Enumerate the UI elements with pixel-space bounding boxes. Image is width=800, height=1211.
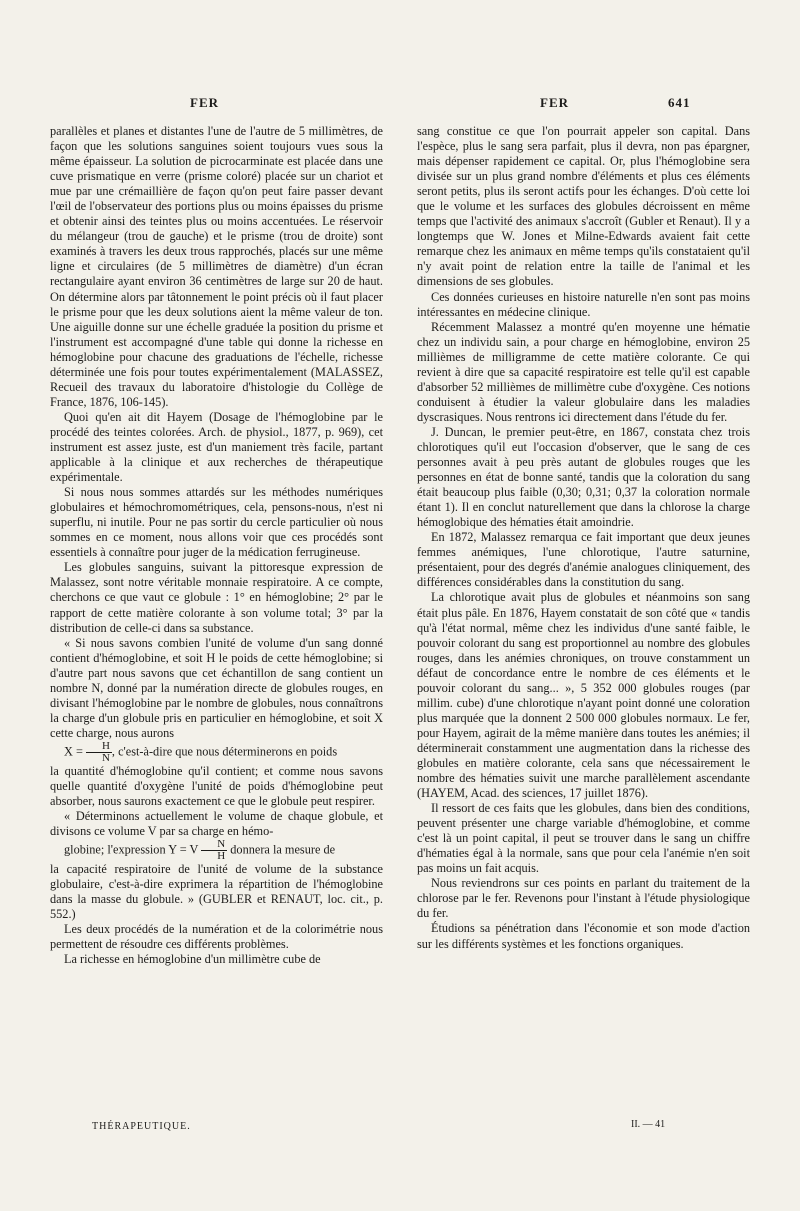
fraction-numerator: H	[86, 741, 112, 753]
paragraph: Les globules sanguins, suivant la pittoresque expression de Malassez, sont notre véritable monnaie respiratoire. A ce compte, cherchons ce que vaut ce globule : 1° en hémoglobine; 2° par le rapport de cette matière colorante à son volume total; 3° par la distribution de celle-ci dans sa substance.	[50, 560, 383, 635]
fraction-numerator: N	[201, 839, 227, 851]
paragraph: La richesse en hémoglobine d'un millimètre cube de	[64, 952, 321, 967]
paragraph: Si nous nous sommes attardés sur les méthodes numériques globulaires et hémochromométriques, cela, pensons-nous, n'est ni superflu, ni inutile. Pour ne pas sortir du cercle particulier où nous sommes en ce moment, nous allons voir que ces procédés sont essentiels à connaître pour juger de la médication ferrugineuse.	[50, 485, 383, 560]
right-column	[417, 124, 750, 952]
paragraph: En 1872, Malassez remarqua ce fait important que deux jeunes femmes anémiques, l'une chlorotique, l'autre saturnine, présentaient, pour des degrés d'anémie analogues cliniquement, des différences considérables dans la constitution du sang.	[417, 530, 750, 590]
paragraph: « Déterminons actuellement le volume de chaque globule, et divisons ce volume V par sa charge en hémo-	[50, 809, 383, 839]
paragraph: Nous reviendrons sur ces points en parlant du traitement de la chlorose par le fer. Revenons pour l'instant à l'étude physiologique du fer.	[417, 876, 750, 921]
paragraph: Récemment Malassez a montré qu'en moyenne une hématie chez un individu sain, a pour charge en hémoglobine, environ 25 millièmes de milligramme de cette matière colorante. Ce qui revient à dire que sa capacité respiratoire est telle qu'il est capable d'absorber 52 millièmes de millimètre cube d'oxygène. Ces notions conduisent à étudier la valeur globulaire dans les maladies dyscrasiques. Nous rentrons ici directement dans l'étude du fer.	[417, 319, 750, 424]
formula-rest: , c'est-à-dire que nous déterminerons en poids	[111, 744, 338, 759]
paragraph: la quantité d'hémoglobine qu'il contient; et comme nous savons quelle quantité d'oxygène l'unité de poids d'hémoglobine peut absorber, nous saurons exactement ce que le globule peut respirer.	[50, 763, 383, 809]
footer-volume-mark: II. — 41	[631, 1119, 666, 1130]
page-number: 641	[668, 95, 691, 110]
paragraph: « Si nous savons combien l'unité de volume d'un sang donné contient d'hémoglobine, et soit H le poids de cette hémoglobine; si d'autre part nous savons que cet échantillon de sang contient un nombre N, donné par la numération directe de globules rouges, en divisant l'hémoglobine par le nombre de globules, nous connaîtrons la charge d'un globule pris en particulier en hémoglobine, et soit X cette charge, nous aurons	[50, 635, 383, 740]
fraction-denominator: N	[101, 751, 110, 764]
paragraph: Quoi qu'en ait dit Hayem (Dosage de l'hémoglobine par le procédé des teintes colorées. Arch. de physiol., 1877, p. 969), cet instrument est assez juste, est d'un maniement très facile, partant applicable à la clinique et aux recherches de thérapeutique expérimentale.	[50, 409, 383, 485]
paragraph: la capacité respiratoire de l'unité de volume de la substance globulaire, c'est-à-dire exprimera la répartition de l'hémoglobine dans la masse du globule. » (GUBLER et RENAUT, loc. cit., p. 552.)	[50, 862, 383, 922]
formula-rest: donnera la mesure de	[230, 842, 336, 857]
formula-lhs: globine; l'expression Y = V	[64, 842, 199, 857]
formula-lhs: X =	[64, 744, 83, 759]
fraction	[86, 741, 112, 764]
paragraph: Les deux procédés de la numération et de la colorimétrie nous permettent de résoudre ces différents problèmes.	[50, 922, 383, 952]
fraction-denominator: H	[217, 850, 226, 863]
paragraph: parallèles et planes et distantes l'une de l'autre de 5 millimètres, de façon que les solutions sanguines soient toujours vues sous la même épaisseur. La solution de picrocarminate est placée dans une cuve prismatique en verre (prisme coloré) placée sur un chariot et mue par une crémaillière de façon qu'on peut faire passer devant l'œil de l'observateur des portions plus ou moins épaisses du prisme et obtenir ainsi des teintes plus ou moins accentuées. Le réservoir du mélangeur (trou de gauche) et le prisme (trou de droite) sont examinés à travers les deux trous rapprochés, placés sur une même ligne et circulaires (de 5 millimètres de diamètre) d'un écran rectangulaire ayant environ 36 centimètres de large sur 20 de haut. On détermine alors par tâtonnement le point précis où il faut placer le prisme pour que les deux solutions aient la même valeur de ton. Une aiguille donne sur une échelle graduée la position du prisme et l'instrument est accompagné d'une table qui donne la richesse en hémoglobine pour chacune des graduations de l'échelle, richesse déterminée une fois pour toutes expérimentalement (MALASSEZ, Recueil des travaux du laboratoire d'histologie du Collège de France, 1876, 106-145).	[50, 124, 383, 409]
paragraph: Étudions sa pénétration dans l'économie et son mode d'action sur les différents systèmes et les fonctions organiques.	[417, 921, 750, 951]
paragraph: sang constitue ce que l'on pourrait appeler son capital. Dans l'espèce, plus le sang sera parfait, plus il devra, non pas épargner, mais dépenser rapidement ce capital. Or, plus l'hémoglobine sera divisée sur un plus grand nombre d'éléments et plus ces éléments seront petits, plus ils seront actifs pour les échanges. D'où cette loi que le volume et les surfaces des globules décroissent en même temps que l'activité des animaux s'accroît (Gubler et Renaut). Il y a longtemps que W. Jones et Milne-Edwards avaient fait cette remarque chez les animaux en même temps qu'ils constataient qu'il n'y avait point de relation entre la taille de l'animal et les dimensions de ses globules.	[417, 124, 750, 289]
fraction	[201, 839, 227, 862]
formula-x	[50, 741, 383, 764]
left-column	[50, 124, 383, 967]
footer-signature: THÉRAPEUTIQUE.	[92, 1121, 191, 1132]
paragraph: J. Duncan, le premier peut-être, en 1867, constata chez trois chlorotiques qu'il eut l'occasion d'observer, que le sang de ces personnes avait à peu près autant de globules rouges que les personnes en état de bonne santé, tandis que la coloration du sang était beaucoup plus faible (0,30; 0,31; 0,37 la coloration normale étant 1). Il en conclut naturellement que dans la chlorose la charge hémoglobique des hématies était amoindrie.	[417, 424, 750, 530]
header-right-title: FER	[540, 95, 569, 110]
header-left-title: FER	[190, 95, 219, 110]
paragraph: Il ressort de ces faits que les globules, dans bien des conditions, peuvent présenter une charge variable d'hémoglobine, et comme c'est là un point capital, il peut se trouver dans le sang un chiffre d'hématies égal à la normale, sans que pour cela l'anémie n'en soit pas moins un fait acquis.	[417, 801, 750, 876]
paragraph: La chlorotique avait plus de globules et néanmoins son sang était plus pâle. En 1876, Hayem constatait de son côté que « tandis qu'à l'état normal, même chez les individus d'une santé faible, le pouvoir colorant du sang est proportionnel au nombre des globules rouges, dans les anémies chroniques, on trouve constamment un défaut de concordance entre le nombre de ces éléments et le pouvoir colorant du sang... », 5 352 000 globules rouges (par millim. cube) d'une chlorotique n'ayant point donné une coloration plus marquée que la donnent 2 500 000 globules normaux. Le fer, pour Hayem, agirait de la même manière dans toutes les anémies; il déterminerait constamment une augmentation dans la richesse des globules en matière colorante, cela sans que nécessairement le nombre des hématies suivit une marche parallèlement ascendante (HAYEM, Acad. des sciences, 17 juillet 1876).	[417, 590, 750, 801]
paragraph: Ces données curieuses en histoire naturelle n'en sont pas moins intéressantes en médecine clinique.	[417, 289, 750, 319]
formula-y	[50, 839, 383, 862]
